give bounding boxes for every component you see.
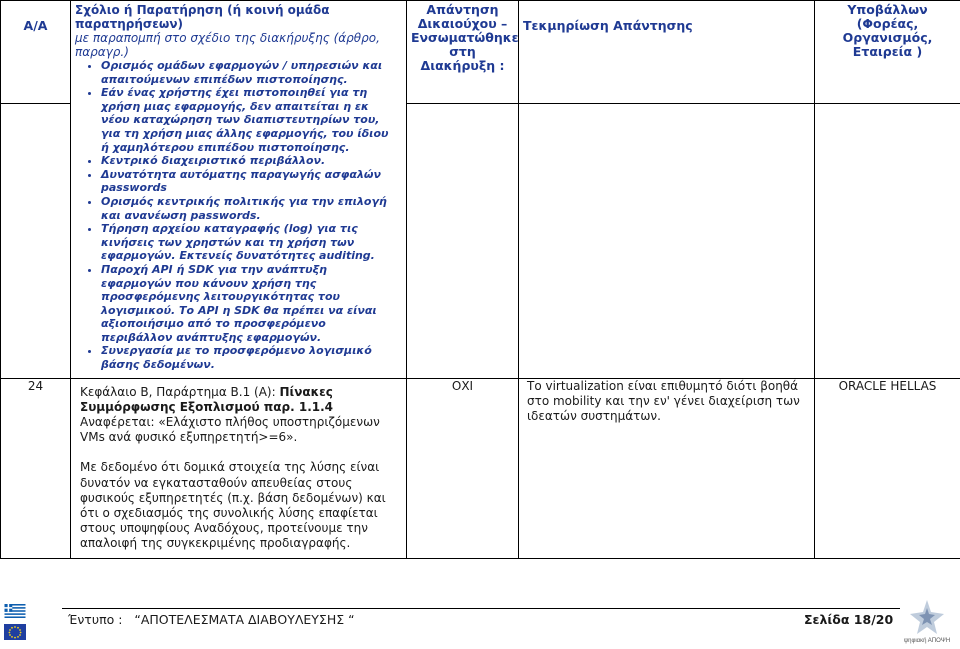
footer-divider (62, 608, 900, 609)
header-answer: Απάντηση Δικαιούχου – Ενσωματώθηκε στη Διακήρυξη : (407, 1, 519, 104)
list-item: • Δυνατότητα αυτόματης παραγωγής ασφαλών passwords (101, 168, 400, 195)
svg-text:ψηφιακή ΑΠΟΨΗ: ψηφιακή ΑΠΟΨΗ (903, 638, 951, 644)
header-justification: Τεκμηρίωση Απάντησης (519, 1, 815, 104)
row-comment: Με δεδομένο ότι δομικά στοιχεία της λύσης είναι δυνατόν να εγκατασταθούν απευθείας στους φυσικούς εξυπηρετητές (π.χ. βάση δεδομένων) και ότι ο σχεδιασμός της συνολικής λύσης επαφίεται στους υποψηφίους Αναδόχους, προτείνουμε την απαλοιφή της συγκεκριμένης προδιαγραφής. (80, 460, 386, 551)
greek-flag-icon (4, 604, 26, 618)
requirements-bullet-list (71, 59, 406, 378)
list-item: • Ορισμός ομάδων εφαρμογών / υπηρεσιών και απαιτούμενων επιπέδων πιστοποίησης. (101, 59, 400, 86)
list-item: • Εάν ένας χρήστης έχει πιστοποιηθεί για τη χρήση μιας εφαρμογής, δεν απαιτείται η εκ νέου καταχώρηση των διαπιστευτηρίων του, για τη χρήση μιας άλλης εφαρμογής, του ίδιου ή χαμηλότερου επιπέδου πιστοποίησης. (101, 86, 400, 154)
list-item: • Τήρηση αρχείου καταγραφής (log) για τις κινήσεις των χρηστών και τη χρήση των εφαρμογών. Εκτενείς δυνατότητες auditing. (101, 222, 400, 263)
row-reference: Κεφάλαιο Β, Παράρτημα Β.1 (Α): Πίνακες Συμμόρφωσης Εξοπλισμού παρ. 1.1.4 Αναφέρεται: «Ελάχιστο πλήθος υποστηριζόμενων VMs ανά φυσικό εξυπηρετητή>=6». (80, 384, 380, 445)
list-item: • Παροχή API ή SDK για την ανάπτυξη εφαρμογών που κάνουν χρήση της προσφερόμενης λειτουργικότητας του λογισμικού. Το API η SDK θα πρέπει να είναι αξιοποιήσιμο από το προσφερόμενο περιβάλλον ανάπτυξης εφαρμογών. (101, 263, 400, 345)
psifiaki-apopsi-logo (898, 596, 956, 644)
header-submitter: Υποβάλλων (Φορέας, Οργανισμός, Εταιρεία ) (815, 1, 960, 104)
footer-form-title: Έντυπο : “ΑΠΟΤΕΛΕΣΜΑΤΑ ΔΙΑΒΟΥΛΕΥΣΗΣ “ (68, 612, 355, 627)
eu-flag-icon (4, 624, 26, 640)
header-comment-title: Σχόλιο ή Παρατήρηση (ή κοινή ομάδα παρατηρήσεων) (75, 3, 330, 31)
row-answer: ΟΧΙ (407, 378, 519, 558)
list-item: • Συνεργασία με το προσφερόμενο λογισμικό βάσης δεδομένων. (101, 344, 400, 371)
header-aa: Α/Α (1, 1, 71, 104)
list-item: • Κεντρικό διαχειριστικό περιβάλλον. (101, 154, 400, 168)
list-item: • Ορισμός κεντρικής πολιτικής για την επιλογή και ανανέωση passwords. (101, 195, 400, 222)
table-row (1, 378, 960, 558)
row-comment-cell (71, 378, 407, 558)
row-number: 24 (1, 378, 71, 558)
header-comment-note: με παραπομπή στο σχέδιο της διακήρυξης (άρθρο, παραγρ.) (75, 31, 380, 59)
footer-page-number: Σελίδα 18/20 (804, 612, 894, 627)
logo-star-icon (898, 596, 956, 644)
row-submitter: ORACLE HELLAS (815, 378, 960, 558)
row-justification: Το virtualization είναι επιθυμητό διότι βοηθά στο mobility και την εν' γένει διαχείριση των ιδεατών συστημάτων. (519, 378, 815, 558)
header-comment (71, 1, 407, 379)
table-header-row (1, 1, 960, 104)
